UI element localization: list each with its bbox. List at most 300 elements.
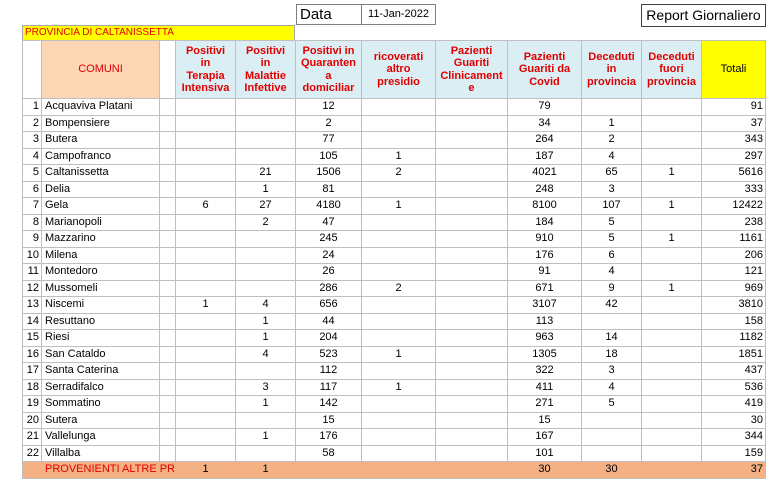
cell-quarantena: 142 <box>296 396 362 413</box>
cell-ricoverati <box>362 182 436 199</box>
table-row <box>22 116 766 133</box>
header-row-number <box>22 41 42 99</box>
table-row <box>22 264 766 281</box>
cell-guariti-clinicamente <box>436 182 508 199</box>
cell-quarantena: 176 <box>296 429 362 446</box>
cell-quarantena: 77 <box>296 132 362 149</box>
cell-malattie-infettive: 4 <box>236 347 296 364</box>
cell-terapia-intensiva: 1 <box>176 297 236 314</box>
cell-guariti-clinicamente <box>436 281 508 298</box>
cell-comune: San Cataldo <box>42 347 160 364</box>
cell-terapia-intensiva <box>176 380 236 397</box>
cell-ricoverati: 1 <box>362 149 436 166</box>
cell-quarantena: 81 <box>296 182 362 199</box>
cell-deceduti-provincia <box>582 429 642 446</box>
cell-terapia-intensiva <box>176 132 236 149</box>
cell-malattie-infettive <box>236 149 296 166</box>
cell-deceduti-fuori <box>642 462 702 479</box>
cell-totali: 158 <box>702 314 766 331</box>
cell-malattie-infettive <box>236 231 296 248</box>
cell-quarantena: 245 <box>296 231 362 248</box>
cell-deceduti-fuori <box>642 429 702 446</box>
header-quarantena <box>296 41 362 99</box>
cell-guariti-clinicamente <box>436 314 508 331</box>
table-row <box>22 165 766 182</box>
province-title: PROVINCIA DI CALTANISSETTA <box>22 25 295 40</box>
cell-terapia-intensiva <box>176 116 236 133</box>
table-row <box>22 281 766 298</box>
cell-comune: Campofranco <box>42 149 160 166</box>
cell-ricoverati <box>362 429 436 446</box>
cell-terapia-intensiva <box>176 429 236 446</box>
cell-ricoverati <box>362 215 436 232</box>
header-guariti-covid-label: Pazienti Guariti da Covid <box>518 50 571 88</box>
cell-row-number: 2 <box>22 116 42 133</box>
table-row <box>22 297 766 314</box>
cell-comune: Milena <box>42 248 160 265</box>
table-row <box>22 132 766 149</box>
table-row <box>22 215 766 232</box>
table-row <box>22 198 766 215</box>
cell-malattie-infettive <box>236 99 296 116</box>
cell-guariti-covid: 34 <box>508 116 582 133</box>
cell-deceduti-provincia <box>582 99 642 116</box>
cell-terapia-intensiva <box>176 314 236 331</box>
cell-totali: 3810 <box>702 297 766 314</box>
cell-deceduti-fuori: 1 <box>642 165 702 182</box>
header-row <box>22 40 766 99</box>
cell-deceduti-fuori <box>642 446 702 463</box>
cell-terapia-intensiva <box>176 330 236 347</box>
cell-totali: 37 <box>702 116 766 133</box>
cell-comune: Marianopoli <box>42 215 160 232</box>
cell-guariti-covid: 322 <box>508 363 582 380</box>
cell-totali: 297 <box>702 149 766 166</box>
cell-row-number: 6 <box>22 182 42 199</box>
cell-comune: Niscemi <box>42 297 160 314</box>
table-row <box>22 429 766 446</box>
cell-totali: 437 <box>702 363 766 380</box>
cell-comune: Mussomeli <box>42 281 160 298</box>
cell-ricoverati <box>362 99 436 116</box>
cell-deceduti-provincia: 6 <box>582 248 642 265</box>
cell-row-number: 22 <box>22 446 42 463</box>
cell-totali: 333 <box>702 182 766 199</box>
cell-totali: 1851 <box>702 347 766 364</box>
cell-row-number: 13 <box>22 297 42 314</box>
cell-guariti-covid: 113 <box>508 314 582 331</box>
cell-ricoverati: 1 <box>362 380 436 397</box>
cell-ricoverati: 2 <box>362 281 436 298</box>
cell-empty <box>160 215 176 232</box>
table-row <box>22 396 766 413</box>
cell-terapia-intensiva <box>176 363 236 380</box>
header-deceduti-fuori <box>642 41 702 99</box>
cell-row-number: 10 <box>22 248 42 265</box>
cell-empty <box>160 264 176 281</box>
header-totali <box>702 41 766 99</box>
table-row <box>22 446 766 463</box>
cell-guariti-clinicamente <box>436 429 508 446</box>
cell-guariti-covid: 91 <box>508 264 582 281</box>
cell-deceduti-provincia: 18 <box>582 347 642 364</box>
cell-totali: 206 <box>702 248 766 265</box>
cell-quarantena: 58 <box>296 446 362 463</box>
cell-deceduti-provincia: 42 <box>582 297 642 314</box>
cell-guariti-covid: 187 <box>508 149 582 166</box>
cell-guariti-covid: 248 <box>508 182 582 199</box>
cell-guariti-clinicamente <box>436 396 508 413</box>
table-row <box>22 347 766 364</box>
cell-row-number: 18 <box>22 380 42 397</box>
cell-totali: 238 <box>702 215 766 232</box>
date-label: Data <box>296 4 362 25</box>
cell-guariti-covid: 963 <box>508 330 582 347</box>
cell-guariti-clinicamente <box>436 413 508 430</box>
cell-row-number: 4 <box>22 149 42 166</box>
report-title: Report Giornaliero <box>641 4 766 27</box>
cell-guariti-clinicamente <box>436 264 508 281</box>
header-deceduti-provincia <box>582 41 642 99</box>
header-deceduti-fuori-label: Deceduti fuori provincia <box>647 50 696 88</box>
cell-guariti-clinicamente <box>436 347 508 364</box>
header-comuni <box>42 41 160 99</box>
table-row <box>22 363 766 380</box>
cell-terapia-intensiva <box>176 281 236 298</box>
cell-empty <box>160 314 176 331</box>
cell-ricoverati <box>362 132 436 149</box>
cell-quarantena: 15 <box>296 413 362 430</box>
header-terapia-intensiva <box>176 41 236 99</box>
cell-guariti-clinicamente <box>436 380 508 397</box>
cell-quarantena: 112 <box>296 363 362 380</box>
cell-ricoverati <box>362 231 436 248</box>
cell-comune: Villalba <box>42 446 160 463</box>
cell-ricoverati: 2 <box>362 165 436 182</box>
cell-row-number: 7 <box>22 198 42 215</box>
cell-comune: Serradifalco <box>42 380 160 397</box>
cell-guariti-covid: 264 <box>508 132 582 149</box>
cell-deceduti-fuori <box>642 380 702 397</box>
cell-malattie-infettive: 4 <box>236 297 296 314</box>
cell-empty <box>160 281 176 298</box>
cell-deceduti-provincia <box>582 314 642 331</box>
cell-malattie-infettive: 3 <box>236 380 296 397</box>
table-row <box>22 380 766 397</box>
cell-deceduti-provincia: 65 <box>582 165 642 182</box>
cell-comune: Caltanissetta <box>42 165 160 182</box>
cell-deceduti-provincia: 4 <box>582 149 642 166</box>
cell-deceduti-fuori <box>642 347 702 364</box>
cell-guariti-covid: 167 <box>508 429 582 446</box>
cell-totali: 419 <box>702 396 766 413</box>
cell-terapia-intensiva <box>176 264 236 281</box>
cell-quarantena: 656 <box>296 297 362 314</box>
cell-guariti-covid: 30 <box>508 462 582 479</box>
cell-deceduti-fuori: 1 <box>642 231 702 248</box>
cell-quarantena: 117 <box>296 380 362 397</box>
cell-row-number <box>22 462 42 479</box>
cell-empty <box>160 380 176 397</box>
cell-comune: Mazzarino <box>42 231 160 248</box>
cell-deceduti-provincia: 4 <box>582 380 642 397</box>
cell-ricoverati <box>362 264 436 281</box>
cell-empty <box>160 446 176 463</box>
cell-malattie-infettive: 1 <box>236 182 296 199</box>
cell-quarantena: 4180 <box>296 198 362 215</box>
cell-quarantena: 523 <box>296 347 362 364</box>
cell-comune: Bompensiere <box>42 116 160 133</box>
table-row <box>22 248 766 265</box>
cell-guariti-covid: 79 <box>508 99 582 116</box>
header-comuni-label: COMUNI <box>78 63 123 76</box>
cell-guariti-clinicamente <box>436 446 508 463</box>
cell-quarantena: 204 <box>296 330 362 347</box>
cell-comune: Montedoro <box>42 264 160 281</box>
cell-empty <box>160 182 176 199</box>
cell-deceduti-provincia: 2 <box>582 132 642 149</box>
cell-deceduti-fuori <box>642 297 702 314</box>
cell-deceduti-fuori <box>642 264 702 281</box>
cell-row-number: 3 <box>22 132 42 149</box>
cell-totali: 969 <box>702 281 766 298</box>
table-row <box>22 413 766 430</box>
cell-terapia-intensiva <box>176 149 236 166</box>
cell-deceduti-provincia: 4 <box>582 264 642 281</box>
cell-guariti-clinicamente <box>436 149 508 166</box>
cell-totali: 1182 <box>702 330 766 347</box>
cell-deceduti-fuori <box>642 116 702 133</box>
cell-deceduti-provincia: 3 <box>582 363 642 380</box>
header-guariti-covid <box>508 41 582 99</box>
cell-comune: Butera <box>42 132 160 149</box>
cell-ricoverati <box>362 116 436 133</box>
cell-row-number: 11 <box>22 264 42 281</box>
cell-guariti-covid: 184 <box>508 215 582 232</box>
cell-comune: Riesi <box>42 330 160 347</box>
cell-guariti-covid: 176 <box>508 248 582 265</box>
table-body <box>22 99 766 479</box>
cell-deceduti-provincia: 3 <box>582 182 642 199</box>
cell-empty <box>160 149 176 166</box>
cell-malattie-infettive: 1 <box>236 462 296 479</box>
cell-comune: Delia <box>42 182 160 199</box>
report-table <box>22 40 766 479</box>
cell-empty <box>160 116 176 133</box>
cell-comune: Sutera <box>42 413 160 430</box>
header-totali-label: Totali <box>720 63 747 76</box>
cell-malattie-infettive: 2 <box>236 215 296 232</box>
table-row <box>22 330 766 347</box>
cell-row-number: 5 <box>22 165 42 182</box>
cell-deceduti-provincia: 5 <box>582 231 642 248</box>
cell-terapia-intensiva <box>176 396 236 413</box>
table-row <box>22 182 766 199</box>
table-row <box>22 149 766 166</box>
cell-guariti-covid: 4021 <box>508 165 582 182</box>
cell-quarantena: 26 <box>296 264 362 281</box>
cell-comune: PROVENIENTI ALTRE PR <box>42 462 160 479</box>
cell-terapia-intensiva: 1 <box>176 462 236 479</box>
cell-row-number: 9 <box>22 231 42 248</box>
cell-ricoverati: 1 <box>362 347 436 364</box>
cell-comune: Acquaviva Platani <box>42 99 160 116</box>
cell-ricoverati <box>362 297 436 314</box>
cell-quarantena: 12 <box>296 99 362 116</box>
cell-deceduti-fuori <box>642 99 702 116</box>
cell-malattie-infettive <box>236 132 296 149</box>
cell-empty <box>160 330 176 347</box>
cell-malattie-infettive <box>236 264 296 281</box>
cell-row-number: 14 <box>22 314 42 331</box>
table-row <box>22 99 766 116</box>
cell-terapia-intensiva <box>176 99 236 116</box>
cell-totali: 343 <box>702 132 766 149</box>
header-blank <box>160 41 176 99</box>
cell-deceduti-provincia: 30 <box>582 462 642 479</box>
header-malattie-infettive <box>236 41 296 99</box>
table-row <box>22 231 766 248</box>
cell-guariti-clinicamente <box>436 165 508 182</box>
table-row <box>22 314 766 331</box>
cell-comune: Santa Caterina <box>42 363 160 380</box>
cell-malattie-infettive: 21 <box>236 165 296 182</box>
cell-empty <box>160 396 176 413</box>
cell-ricoverati <box>362 314 436 331</box>
cell-terapia-intensiva <box>176 182 236 199</box>
header-malattie-infettive-label: Positivi in Malattie Infettive <box>244 44 287 94</box>
cell-row-number: 12 <box>22 281 42 298</box>
header-quarantena-label: Positivi in Quaranten a domiciliar <box>300 44 356 94</box>
header-terapia-intensiva-label: Positivi in Terapia Intensiva <box>181 44 230 94</box>
cell-comune: Gela <box>42 198 160 215</box>
cell-malattie-infettive: 1 <box>236 429 296 446</box>
cell-guariti-clinicamente <box>436 231 508 248</box>
cell-totali: 91 <box>702 99 766 116</box>
cell-deceduti-provincia: 1 <box>582 116 642 133</box>
cell-ricoverati: 1 <box>362 198 436 215</box>
cell-totali: 121 <box>702 264 766 281</box>
cell-quarantena: 105 <box>296 149 362 166</box>
cell-guariti-clinicamente <box>436 132 508 149</box>
cell-terapia-intensiva <box>176 231 236 248</box>
cell-quarantena: 1506 <box>296 165 362 182</box>
cell-deceduti-provincia: 9 <box>582 281 642 298</box>
cell-ricoverati <box>362 413 436 430</box>
cell-totali: 1161 <box>702 231 766 248</box>
cell-ricoverati <box>362 330 436 347</box>
header-ricoverati <box>362 41 436 99</box>
cell-guariti-covid: 101 <box>508 446 582 463</box>
cell-empty <box>160 347 176 364</box>
cell-empty <box>160 198 176 215</box>
cell-ricoverati <box>362 396 436 413</box>
cell-ricoverati <box>362 248 436 265</box>
cell-deceduti-fuori: 1 <box>642 198 702 215</box>
cell-empty <box>160 462 176 479</box>
cell-malattie-infettive <box>236 446 296 463</box>
cell-quarantena: 2 <box>296 116 362 133</box>
cell-malattie-infettive <box>236 116 296 133</box>
cell-quarantena: 24 <box>296 248 362 265</box>
cell-malattie-infettive <box>236 248 296 265</box>
cell-empty <box>160 248 176 265</box>
cell-row-number: 21 <box>22 429 42 446</box>
cell-terapia-intensiva: 6 <box>176 198 236 215</box>
cell-deceduti-fuori <box>642 132 702 149</box>
cell-row-number: 15 <box>22 330 42 347</box>
cell-deceduti-provincia <box>582 413 642 430</box>
cell-empty <box>160 231 176 248</box>
cell-comune: Resuttano <box>42 314 160 331</box>
cell-totali: 12422 <box>702 198 766 215</box>
cell-malattie-infettive <box>236 281 296 298</box>
cell-terapia-intensiva <box>176 248 236 265</box>
cell-deceduti-fuori <box>642 330 702 347</box>
cell-guariti-clinicamente <box>436 215 508 232</box>
cell-terapia-intensiva <box>176 165 236 182</box>
cell-empty <box>160 363 176 380</box>
cell-quarantena: 286 <box>296 281 362 298</box>
cell-totali: 344 <box>702 429 766 446</box>
cell-comune: Sommatino <box>42 396 160 413</box>
cell-comune: Vallelunga <box>42 429 160 446</box>
header-ricoverati-label: ricoverati altro presidio <box>373 50 424 88</box>
cell-deceduti-fuori <box>642 413 702 430</box>
cell-guariti-clinicamente <box>436 248 508 265</box>
cell-row-number: 19 <box>22 396 42 413</box>
cell-deceduti-fuori <box>642 149 702 166</box>
cell-ricoverati <box>362 446 436 463</box>
cell-guariti-covid: 671 <box>508 281 582 298</box>
cell-guariti-covid: 1305 <box>508 347 582 364</box>
cell-quarantena <box>296 462 362 479</box>
cell-empty <box>160 297 176 314</box>
cell-terapia-intensiva <box>176 215 236 232</box>
cell-deceduti-provincia: 107 <box>582 198 642 215</box>
header-guariti-clinicamente <box>436 41 508 99</box>
cell-guariti-clinicamente <box>436 198 508 215</box>
cell-ricoverati <box>362 363 436 380</box>
cell-malattie-infettive <box>236 363 296 380</box>
cell-row-number: 8 <box>22 215 42 232</box>
cell-malattie-infettive: 1 <box>236 314 296 331</box>
cell-deceduti-provincia: 14 <box>582 330 642 347</box>
cell-guariti-clinicamente <box>436 297 508 314</box>
cell-empty <box>160 165 176 182</box>
cell-deceduti-fuori <box>642 215 702 232</box>
cell-totali: 159 <box>702 446 766 463</box>
cell-guariti-covid: 8100 <box>508 198 582 215</box>
cell-guariti-covid: 271 <box>508 396 582 413</box>
cell-deceduti-fuori <box>642 363 702 380</box>
cell-guariti-clinicamente <box>436 330 508 347</box>
cell-deceduti-provincia: 5 <box>582 396 642 413</box>
cell-row-number: 17 <box>22 363 42 380</box>
cell-deceduti-fuori <box>642 396 702 413</box>
cell-malattie-infettive: 1 <box>236 396 296 413</box>
header-guariti-clinicamente-label: Pazienti Guariti Clinicament e <box>440 44 503 94</box>
cell-malattie-infettive <box>236 413 296 430</box>
cell-totali: 536 <box>702 380 766 397</box>
cell-deceduti-fuori <box>642 182 702 199</box>
cell-guariti-clinicamente <box>436 116 508 133</box>
cell-quarantena: 44 <box>296 314 362 331</box>
cell-deceduti-provincia <box>582 446 642 463</box>
cell-malattie-infettive: 27 <box>236 198 296 215</box>
cell-malattie-infettive: 1 <box>236 330 296 347</box>
cell-totali: 37 <box>702 462 766 479</box>
